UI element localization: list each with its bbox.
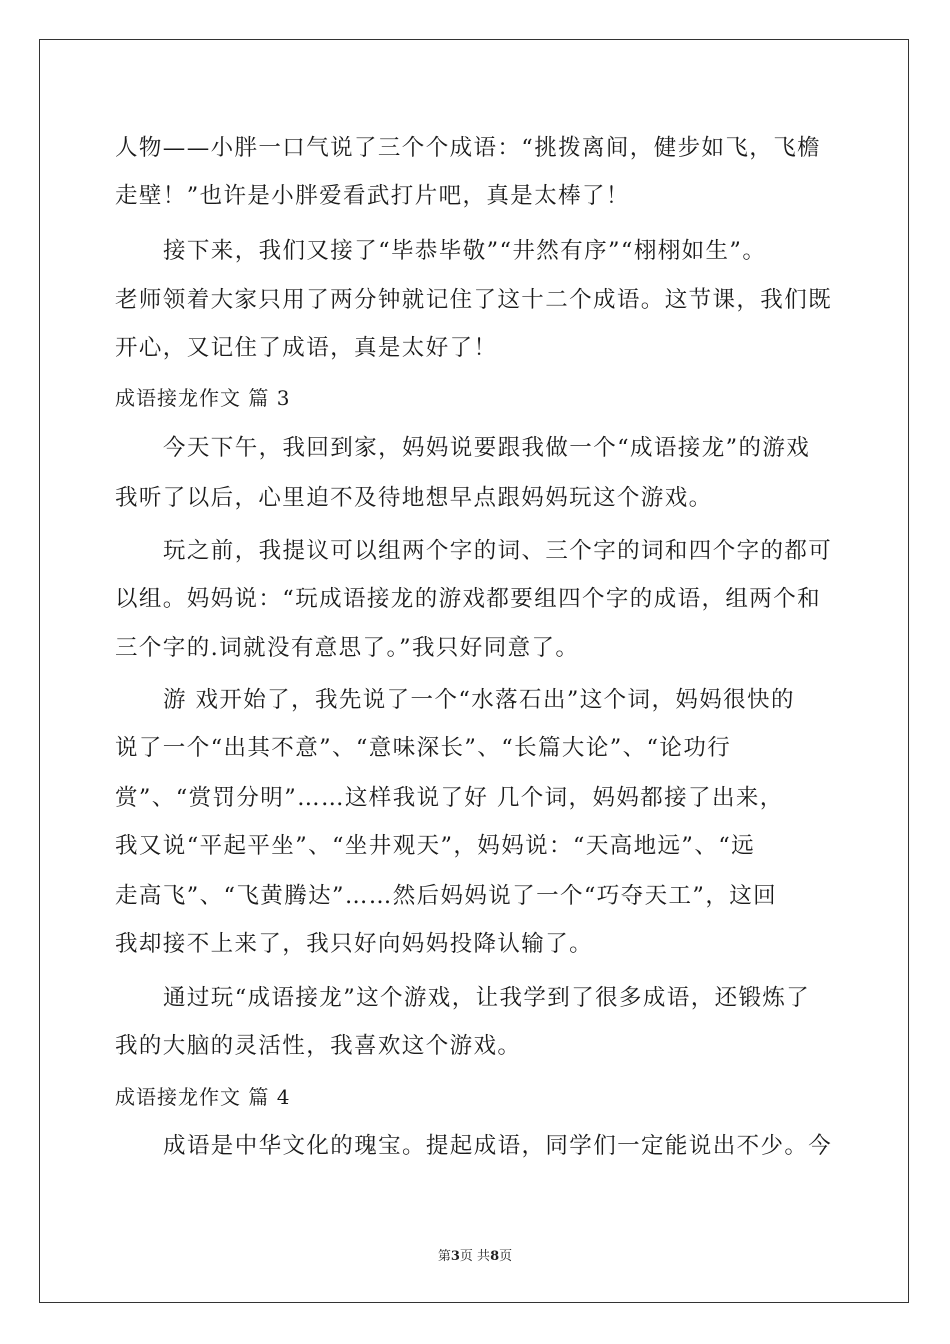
section-heading: 成语接龙作文 篇 4 <box>115 1085 291 1109</box>
footer-page-number: 3 <box>450 1249 460 1264</box>
paragraph-line: 赏”、“赏罚分明”……这样我说了好 几个词，妈妈都接了出来， <box>115 785 784 811</box>
paragraph-line: 走高飞”、“飞黄腾达”……然后妈妈说了一个“巧夺天工”，这回 <box>115 883 778 909</box>
footer-total-pages: 8 <box>490 1249 500 1264</box>
paragraph-line: 我听了以后，心里迫不及待地想早点跟妈妈玩这个游戏。 <box>115 485 713 511</box>
paragraph-line: 我的大脑的灵活性，我喜欢这个游戏。 <box>115 1033 522 1059</box>
paragraph-line: 游 戏开始了，我先说了一个“水落石出”这个词，妈妈很快的 <box>163 687 795 713</box>
footer-page-mid: 页 共 <box>459 1249 491 1264</box>
paragraph-line: 今天下午，我回到家，妈妈说要跟我做一个“成语接龙”的游戏 <box>163 435 811 461</box>
paragraph-line: 开心，又记住了成语，真是太好了！ <box>115 335 498 361</box>
page-footer <box>0 1245 950 1264</box>
paragraph-line: 接下来，我们又接了“毕恭毕敬”“井然有序”“栩栩如生”。 <box>163 238 767 264</box>
paragraph-line: 三个字的.词就没有意思了。”我只好同意了。 <box>115 635 580 661</box>
section-heading: 成语接龙作文 篇 3 <box>115 386 291 410</box>
paragraph-line: 人物——小胖一口气说了三个个成语：“挑拨离间，健步如飞，飞檐 <box>115 135 822 161</box>
footer-page-prefix: 第 <box>437 1249 451 1264</box>
paragraph-line: 说了一个“出其不意”、“意味深长”、“长篇大论”、“论功行 <box>115 735 732 761</box>
paragraph-line: 老师领着大家只用了两分钟就记住了这十二个成语。这节课，我们既 <box>115 287 833 313</box>
paragraph-line: 以组。妈妈说：“玩成语接龙的游戏都要组四个字的成语，组两个和 <box>115 586 822 612</box>
paragraph-line: 成语是中华文化的瑰宝。提起成语，同学们一定能说出不少。今 <box>163 1133 833 1159</box>
footer-page-suffix: 页 <box>499 1249 513 1264</box>
paragraph-line: 玩之前，我提议可以组两个字的词、三个字的词和四个字的都可 <box>163 538 833 564</box>
paragraph-line: 走壁！”也许是小胖爱看武打片吧，真是太棒了！ <box>115 183 630 209</box>
paragraph-line: 通过玩“成语接龙”这个游戏，让我学到了很多成语，还锻炼了 <box>163 985 811 1011</box>
paragraph-line: 我又说“平起平坐”、“坐井观天”，妈妈说：“天高地远”、“远 <box>115 833 756 859</box>
paragraph-line: 我却接不上来了，我只好向妈妈投降认输了。 <box>115 931 594 957</box>
